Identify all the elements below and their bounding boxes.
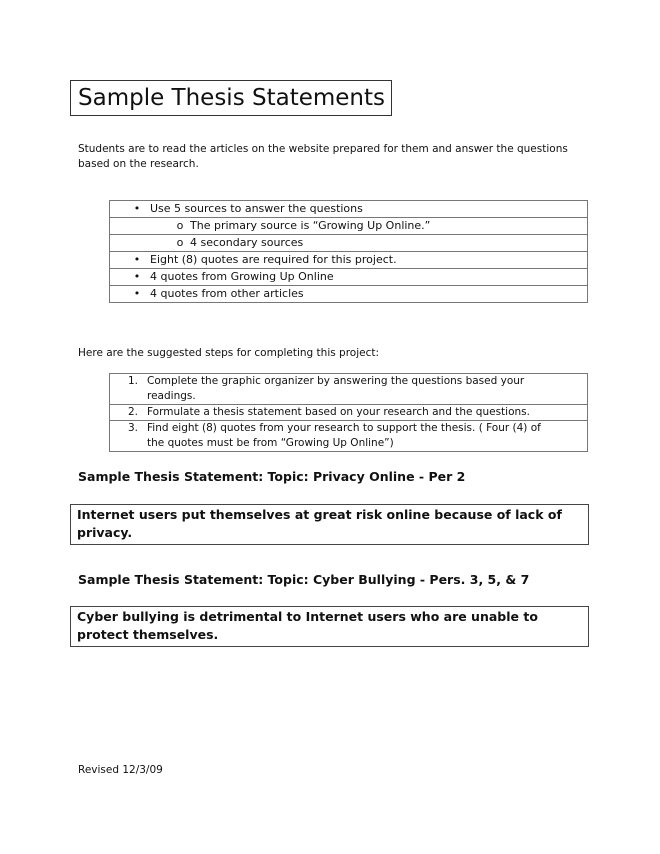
table-row — [110, 374, 588, 405]
step-number: 3. — [127, 422, 138, 434]
sample-heading-privacy: Sample Thesis Statement: Topic: Privacy Online - Per 2 — [78, 469, 466, 484]
list-item: 4 quotes from Growing Up Online — [150, 270, 334, 283]
table-row — [110, 269, 588, 286]
table-row — [110, 405, 588, 421]
thesis-box-privacy: Internet users put themselves at great risk online because of lack of privacy. — [70, 504, 589, 545]
list-item: Use 5 sources to answer the questions — [150, 202, 363, 215]
page-title: Sample Thesis Statements — [70, 80, 392, 116]
list-item: 4 quotes from other articles — [150, 287, 304, 300]
step-text: Formulate a thesis statement based on your research and the questions. — [147, 406, 530, 418]
step-number: 1. — [127, 375, 138, 387]
table-row — [110, 252, 588, 269]
revised-date: Revised 12/3/09 — [78, 764, 163, 776]
thesis-box-cyber-bullying: Cyber bullying is detrimental to Internet users who are unable to protect themselves. — [70, 606, 589, 647]
intro-paragraph: Students are to read the articles on the website prepared for them and answer the questions based on the research. — [78, 143, 568, 170]
table-row — [110, 421, 588, 452]
step-text: Complete the graphic organizer by answering the questions based your readings. — [147, 375, 525, 402]
requirements-table — [109, 200, 588, 303]
list-item: The primary source is “Growing Up Online.” — [190, 219, 431, 232]
steps-intro: Here are the suggested steps for completing this project: — [78, 347, 380, 359]
sub-bullet-icon: o — [176, 219, 184, 232]
sub-bullet-icon: o — [176, 236, 184, 249]
table-row — [110, 286, 588, 303]
bullet-icon: • — [133, 287, 141, 300]
sample-heading-cyber-bullying: Sample Thesis Statement: Topic: Cyber Bullying - Pers. 3, 5, & 7 — [78, 572, 530, 587]
step-number: 2. — [127, 406, 138, 418]
bullet-icon: • — [133, 202, 141, 215]
list-item: Eight (8) quotes are required for this project. — [150, 253, 397, 266]
steps-table — [109, 373, 588, 452]
bullet-icon: • — [133, 270, 141, 283]
list-item: 4 secondary sources — [190, 236, 304, 249]
table-row — [110, 201, 588, 218]
step-text: Find eight (8) quotes from your research to support the thesis. ( Four (4) of the quotes must be from “Growing Up Online”) — [147, 422, 541, 449]
table-row — [110, 218, 588, 235]
bullet-icon: • — [133, 253, 141, 266]
table-row — [110, 235, 588, 252]
